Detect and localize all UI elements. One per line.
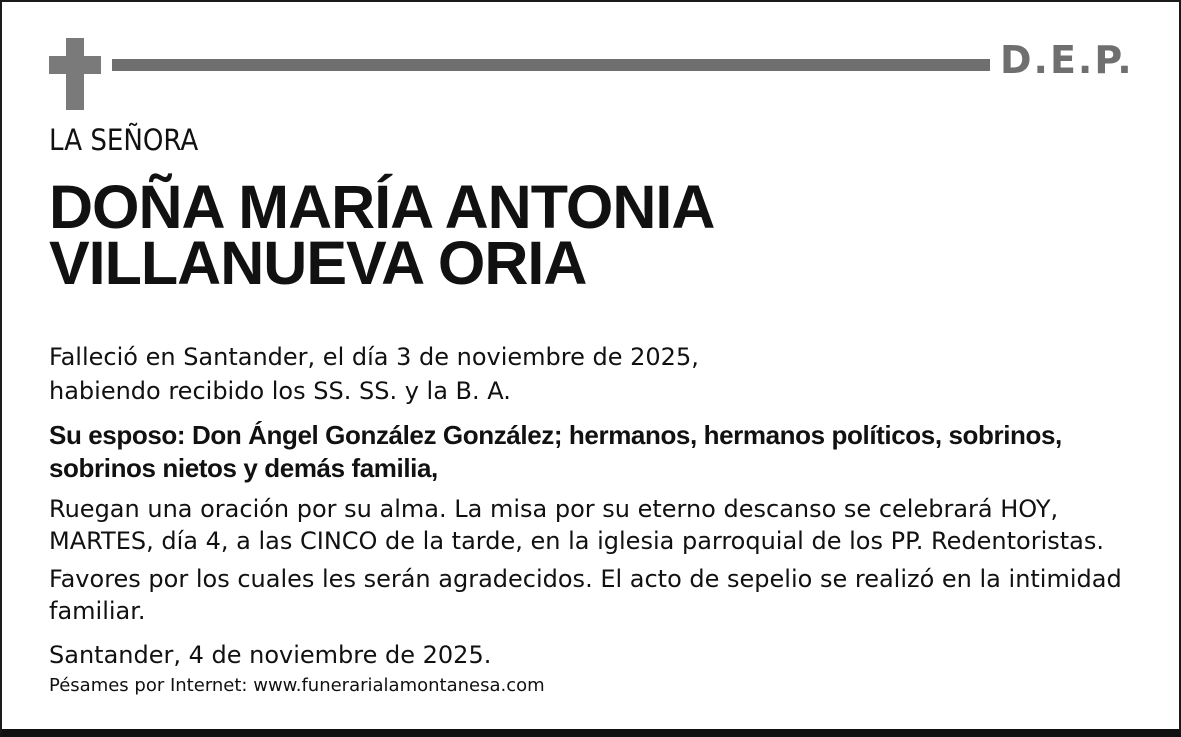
death-statement-line-1: Falleció en Santander, el día 3 de noviembre de 2025, <box>49 343 699 371</box>
place-and-date: Santander, 4 de noviembre de 2025. <box>49 641 492 669</box>
deceased-name-line-2: VILLANUEVA ORIA <box>49 229 587 297</box>
family-line-1: Su esposo: Don Ángel González González; hermanos, hermanos políticos, sobrinos, <box>49 420 1062 450</box>
mass-announcement-line-4: familiar. <box>49 597 146 625</box>
family-line-2: sobrinos nietos y demás familia, <box>49 453 438 483</box>
cross-horizontal-bar <box>49 56 101 74</box>
mass-announcement-line-3: Favores por los cuales les serán agradecidos. El acto de sepelio se realizó en la intimidad <box>49 565 1122 593</box>
mass-announcement-line-2: MARTES, día 4, a las CINCO de la tarde, en la iglesia parroquial de los PP. Redentoristas. <box>49 527 1105 555</box>
condolences-link[interactable]: Pésames por Internet: www.funerarialamontanesa.com <box>49 675 545 696</box>
latin-cross-icon <box>49 38 101 110</box>
cross-vertical-bar <box>66 38 84 110</box>
dep-label: D.E.P. <box>1000 38 1134 82</box>
death-statement-line-2: habiendo recibido los SS. SS. y la B. A. <box>49 377 511 405</box>
deceased-name-line-1: DOÑA MARÍA ANTONIA <box>49 173 715 241</box>
honorific-title: LA SEÑORA <box>49 123 199 157</box>
mass-announcement-line-1: Ruegan una oración por su alma. La misa por su eterno descanso se celebrará HOY, <box>49 495 1059 523</box>
header-rule <box>112 59 990 71</box>
